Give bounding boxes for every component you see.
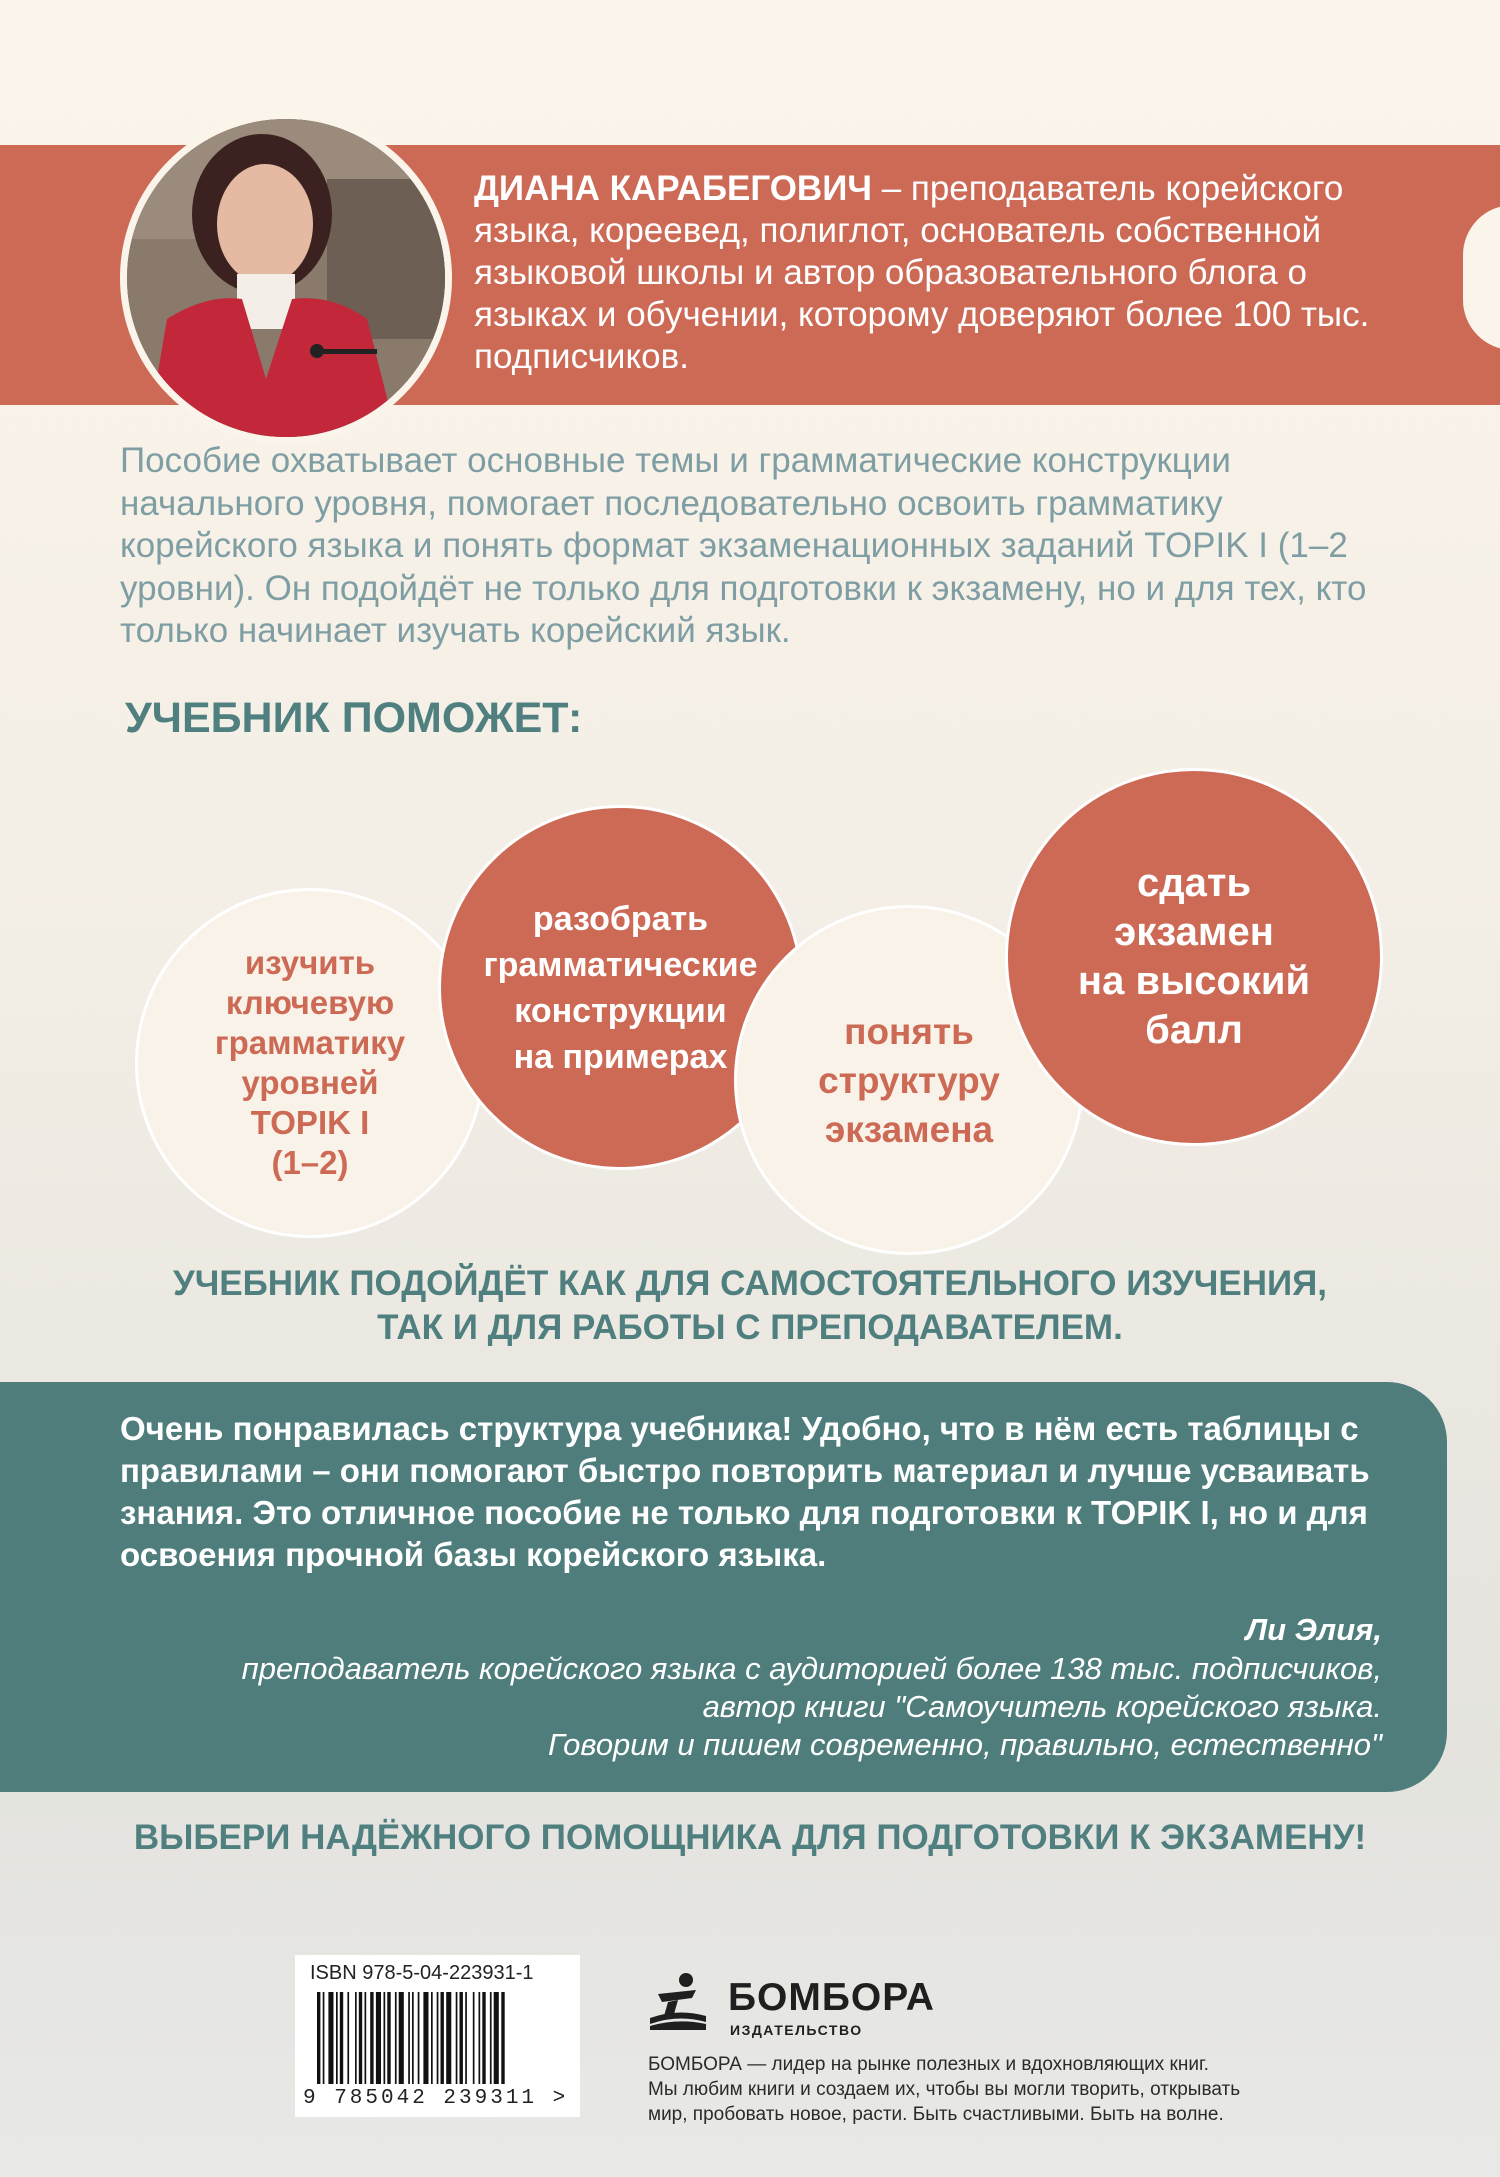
publisher-description: БОМБОРА — лидер на рынке полезных и вдохновляющих книг. Мы любим книги и создаем их, чтобы вы могли творить, открывать мир, пробовать новое, расти. Быть счастливыми. Быть на волне. (648, 2054, 1241, 2125)
helps-heading: УЧЕБНИК ПОМОЖЕТ: (125, 694, 583, 742)
author-photo (120, 112, 452, 444)
author-bio (474, 168, 1404, 378)
author-portrait-image (127, 119, 445, 437)
call-to-action: ВЫБЕРИ НАДЁЖНОГО ПОМОЩНИКА ДЛЯ ПОДГОТОВКИ К ЭКЗАМЕНУ! (133, 1818, 1367, 1857)
benefit-circle-grammar (135, 888, 485, 1238)
review-credit: преподаватель корейского языка с аудиторией более 138 тыс. подписчиков, автор книги "Самоучитель корейского языка. Говорим и пишем современно, правильно, естественно" (241, 1651, 1382, 1762)
review-author: Ли Элия, (1245, 1612, 1382, 1647)
review-quote: Очень понравилась структура учебника! Удобно, что в нём есть таблицы с правилами – они помогают быстро повторить материал и лучше усваивать знания. Это отличное пособие не только для подготовки к TOPIK I, но и для освоения прочной базы корейского языка. (120, 1410, 1370, 1573)
publisher-logo-icon (648, 1972, 708, 2030)
suits-line-2: ТАК И ДЛЯ РАБОТЫ С ПРЕПОДАВАТЕЛЕМ. (377, 1308, 1123, 1347)
author-bio-text: – преподаватель корейского языка, кореевед, полиглот, основатель собственной языковой школы и автор образовательного блога о языках и обучении, которому доверяют более 100 тыс. подписчиков. (474, 169, 1370, 376)
benefit-circle-high-score (1005, 768, 1383, 1146)
book-description: Пособие охватывает основные темы и грамматические конструкции начального уровня, помогает последовательно освоить грамматику корейского языка и понять формат экзаменационных заданий TOPIK I (1–2 уровни). Он подойдёт не только для подготовки к экзамену, но и для тех, кто только начинает изучать корейский язык. (120, 441, 1367, 650)
barcode-icon (315, 1992, 565, 2084)
benefit-label: разобрать грамматические конструкции на примерах (483, 899, 758, 1076)
publisher-name: БОМБОРА (728, 1976, 935, 2019)
publisher-subtitle: ИЗДАТЕЛЬСТВО (730, 2022, 863, 2038)
benefit-label: изучить ключевую грамматику уровней TOPIK I (1–2) (214, 944, 406, 1181)
author-name: ДИАНА КАРАБЕГОВИЧ (474, 169, 872, 208)
isbn-label: ISBN 978-5-04-223931-1 (310, 1962, 534, 1984)
benefit-label: понять структуру экзамена (818, 1010, 1000, 1150)
suits-statement (0, 1262, 1500, 1350)
benefit-label: сдать экзамен на высокий балл (1077, 861, 1311, 1052)
barcode-digits: 9 785042 239311 > (303, 2087, 569, 2110)
suits-line-1: УЧЕБНИК ПОДОЙДЁТ КАК ДЛЯ САМОСТОЯТЕЛЬНОГО ИЗУЧЕНИЯ, (172, 1264, 1328, 1303)
